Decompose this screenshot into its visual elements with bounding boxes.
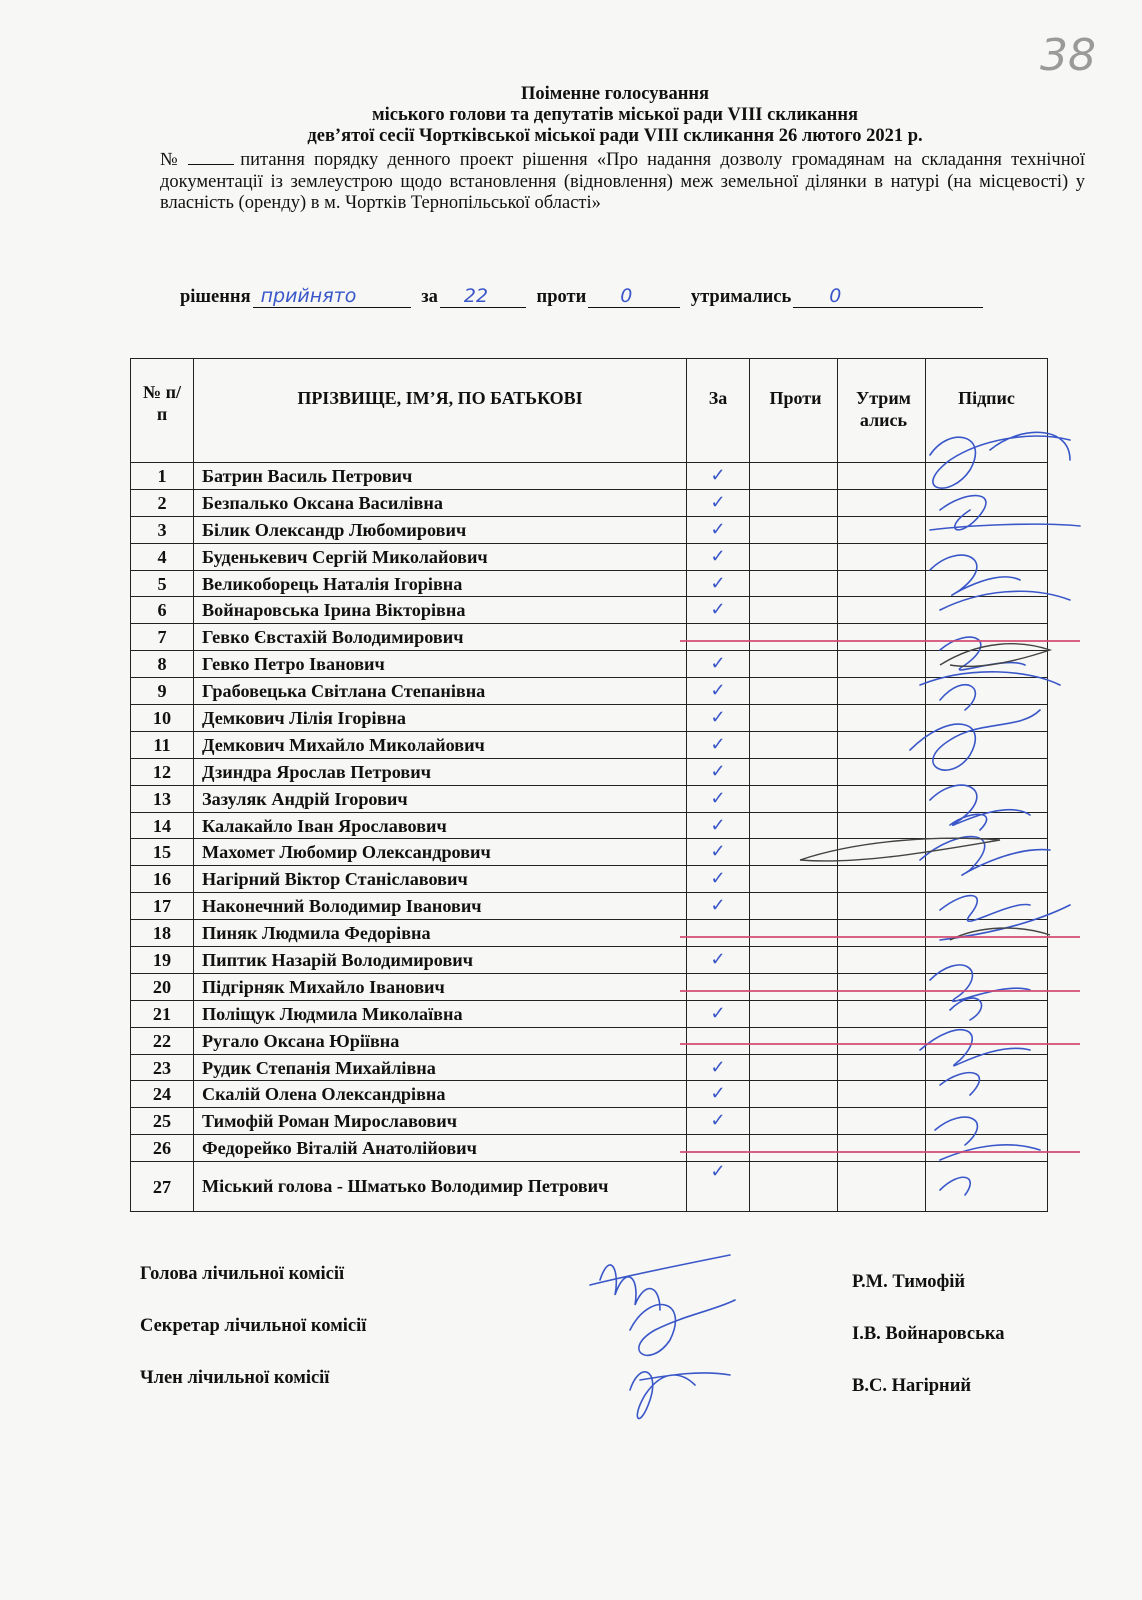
table-row: [131, 624, 1048, 651]
page-number: 38: [1040, 30, 1096, 81]
row-number: 5: [131, 570, 194, 597]
row-number: 22: [131, 1027, 194, 1054]
vote-abstain: [838, 570, 926, 597]
row-number: 21: [131, 1000, 194, 1027]
table-row: [131, 812, 1048, 839]
vote-abstain: [838, 597, 926, 624]
row-number: 4: [131, 543, 194, 570]
vote-abstain: [838, 973, 926, 1000]
signature-cell: [926, 1054, 1048, 1081]
table-row: [131, 973, 1048, 1000]
agenda-number-blank: [188, 150, 234, 165]
vote-against: [750, 866, 838, 893]
signature-mark: [590, 1255, 730, 1310]
against-label: проти: [536, 287, 587, 307]
vote-against: [750, 947, 838, 974]
vote-for: [687, 1027, 750, 1054]
vote-abstain: [838, 1162, 926, 1212]
vote-against: [750, 758, 838, 785]
table-row: [131, 866, 1048, 893]
signature-cell: [926, 489, 1048, 516]
deputy-name: Дзиндра Ярослав Петрович: [194, 758, 687, 785]
deputy-name: Войнаровська Ірина Вікторівна: [194, 597, 687, 624]
signature-cell: [926, 731, 1048, 758]
vote-abstain: [838, 624, 926, 651]
commission-member-name: В.С. Нагірний: [852, 1376, 972, 1396]
signature-cell: [926, 839, 1048, 866]
header-name: ПРІЗВИЩЕ, ІМ’Я, ПО БАТЬКОВІ: [194, 359, 687, 463]
commission-role: Голова лічильної комісії: [140, 1264, 345, 1284]
vote-against: [750, 1081, 838, 1108]
row-number: 18: [131, 920, 194, 947]
vote-against: [750, 920, 838, 947]
signature-mark: [630, 1300, 735, 1355]
vote-against: [750, 1162, 838, 1212]
deputy-name: Поліщук Людмила Миколаївна: [194, 1000, 687, 1027]
for-value: 22: [463, 285, 489, 307]
deputy-name: Гевко Євстахій Володимирович: [194, 624, 687, 651]
table-row: [131, 1027, 1048, 1054]
vote-against: [750, 973, 838, 1000]
vote-against: [750, 1027, 838, 1054]
deputy-name: Великоборець Наталія Ігорівна: [194, 570, 687, 597]
vote-abstain: [838, 839, 926, 866]
header-for: За: [687, 359, 750, 463]
row-number: 1: [131, 463, 194, 490]
signature-cell: [926, 705, 1048, 732]
signature-cell: [926, 1027, 1048, 1054]
row-number: 15: [131, 839, 194, 866]
row-number: 13: [131, 785, 194, 812]
table-row: [131, 489, 1048, 516]
vote-for: ✓: [687, 705, 750, 732]
vote-against: [750, 624, 838, 651]
deputy-name: Грабовецька Світлана Степанівна: [194, 678, 687, 705]
vote-against: [750, 516, 838, 543]
header-subtitle: міського голови та депутатів міської ради VIII скликання: [372, 105, 858, 125]
strike-line: [680, 936, 1080, 938]
row-number: 16: [131, 866, 194, 893]
strike-line: [680, 1043, 1080, 1045]
vote-against: [750, 597, 838, 624]
deputy-name: Батрин Василь Петрович: [194, 463, 687, 490]
vote-for: [687, 973, 750, 1000]
vote-for: ✓: [687, 947, 750, 974]
signature-cell: [926, 463, 1048, 490]
against-value: 0: [620, 285, 633, 307]
table-row: [131, 678, 1048, 705]
vote-abstain: [838, 893, 926, 920]
vote-abstain: [838, 866, 926, 893]
deputy-name: Демкович Лілія Ігорівна: [194, 705, 687, 732]
signature-cell: [926, 785, 1048, 812]
header-signature: Підпис: [926, 359, 1048, 463]
abstain-value: 0: [829, 285, 842, 307]
table-row: [131, 570, 1048, 597]
table-row: [131, 463, 1048, 490]
agenda-number-sign: №: [160, 150, 183, 170]
deputy-name: Наконечний Володимир Іванович: [194, 893, 687, 920]
table-row: [131, 543, 1048, 570]
decision-result-field: [253, 285, 411, 308]
table-row: [131, 731, 1048, 758]
document-header: [150, 84, 1080, 147]
vote-abstain: [838, 543, 926, 570]
row-number: 12: [131, 758, 194, 785]
vote-for: ✓: [687, 893, 750, 920]
deputy-name: Демкович Михайло Миколайович: [194, 731, 687, 758]
table-row: [131, 1054, 1048, 1081]
vote-against: [750, 463, 838, 490]
table-row: [131, 839, 1048, 866]
vote-against: [750, 570, 838, 597]
voting-table: [130, 358, 1048, 1212]
row-number: 24: [131, 1081, 194, 1108]
vote-abstain: [838, 1135, 926, 1162]
vote-abstain: [838, 1081, 926, 1108]
decision-line: [180, 285, 989, 308]
vote-for: ✓: [687, 463, 750, 490]
deputy-name: Білик Олександр Любомирович: [194, 516, 687, 543]
vote-abstain: [838, 489, 926, 516]
row-number: 9: [131, 678, 194, 705]
vote-abstain: [838, 516, 926, 543]
vote-abstain: [838, 920, 926, 947]
table-row: [131, 758, 1048, 785]
header-title: Поіменне голосування: [520, 84, 710, 104]
table-row: [131, 1108, 1048, 1135]
strike-line: [680, 640, 1080, 642]
for-label: за: [421, 287, 438, 307]
vote-abstain: [838, 947, 926, 974]
strike-line: [680, 1151, 1080, 1153]
vote-for: [687, 1135, 750, 1162]
table-row: [131, 1135, 1048, 1162]
deputy-name: Махомет Любомир Олександрович: [194, 839, 687, 866]
vote-abstain: [838, 1054, 926, 1081]
vote-against: [750, 489, 838, 516]
deputy-name: Пиптик Назарій Володимирович: [194, 947, 687, 974]
deputy-name: Гевко Петро Іванович: [194, 651, 687, 678]
vote-for: ✓: [687, 651, 750, 678]
row-number: 2: [131, 489, 194, 516]
vote-abstain: [838, 463, 926, 490]
table-row: [131, 785, 1048, 812]
vote-against: [750, 1054, 838, 1081]
table-row: [131, 893, 1048, 920]
row-number: 6: [131, 597, 194, 624]
row-number: 17: [131, 893, 194, 920]
table-row: [131, 1081, 1048, 1108]
row-number: 10: [131, 705, 194, 732]
signature-cell: [926, 678, 1048, 705]
vote-for: ✓: [687, 543, 750, 570]
deputy-name: Підгірняк Михайло Іванович: [194, 973, 687, 1000]
vote-for: ✓: [687, 1054, 750, 1081]
vote-against: [750, 1108, 838, 1135]
deputy-name: Пиняк Людмила Федорівна: [194, 920, 687, 947]
vote-abstain: [838, 1027, 926, 1054]
vote-for: ✓: [687, 758, 750, 785]
vote-abstain: [838, 651, 926, 678]
deputy-name: Ругало Оксана Юріївна: [194, 1027, 687, 1054]
vote-for: ✓: [687, 597, 750, 624]
signature-cell: [926, 1162, 1048, 1212]
vote-for: ✓: [687, 1162, 750, 1212]
vote-for: ✓: [687, 678, 750, 705]
vote-for: ✓: [687, 1000, 750, 1027]
vote-for: [687, 624, 750, 651]
vote-against: [750, 1000, 838, 1027]
signature-cell: [926, 866, 1048, 893]
header-abstain: Утримались: [838, 359, 926, 463]
vote-against: [750, 1135, 838, 1162]
header-against: Проти: [750, 359, 838, 463]
deputy-name: Міський голова - Шматько Володимир Петрович: [194, 1162, 687, 1212]
deputy-name: Калакайло Іван Ярославович: [194, 812, 687, 839]
header-num: № п/п: [131, 359, 194, 463]
signature-cell: [926, 758, 1048, 785]
vote-abstain: [838, 678, 926, 705]
signature-cell: [926, 1081, 1048, 1108]
abstain-field: [793, 285, 983, 308]
table-row: [131, 597, 1048, 624]
vote-for: ✓: [687, 839, 750, 866]
signature-cell: [926, 516, 1048, 543]
table-row: [131, 1162, 1048, 1212]
strike-line: [680, 990, 1080, 992]
row-number: 20: [131, 973, 194, 1000]
table-row: [131, 651, 1048, 678]
commission-member-name: І.В. Войнаровська: [852, 1324, 1005, 1344]
row-number: 8: [131, 651, 194, 678]
vote-against: [750, 785, 838, 812]
agenda-text: питання порядку денного проект рішення «Про надання дозволу громадянам на складання технічної документації із землеустрою щодо встановлення (відновлення) меж земельної ділянки в натурі (на місцевості) у власність (оренду) в м. Чортків Тернопільської області»: [160, 150, 1085, 213]
row-number: 25: [131, 1108, 194, 1135]
signature-cell: [926, 812, 1048, 839]
commission-signatures: [570, 1230, 770, 1430]
vote-abstain: [838, 1000, 926, 1027]
abstain-label: утримались: [690, 287, 792, 307]
deputy-name: Буденькевич Сергій Миколайович: [194, 543, 687, 570]
table-row: [131, 1000, 1048, 1027]
row-number: 26: [131, 1135, 194, 1162]
deputy-name: Безпалько Оксана Василівна: [194, 489, 687, 516]
signature-cell: [926, 1108, 1048, 1135]
signature-cell: [926, 651, 1048, 678]
signature-cell: [926, 597, 1048, 624]
vote-abstain: [838, 705, 926, 732]
row-number: 7: [131, 624, 194, 651]
vote-against: [750, 731, 838, 758]
against-field: [588, 285, 680, 308]
signature-cell: [926, 947, 1048, 974]
row-number: 14: [131, 812, 194, 839]
vote-against: [750, 651, 838, 678]
signature-cell: [926, 543, 1048, 570]
vote-abstain: [838, 731, 926, 758]
commission-role: Член лічильної комісії: [140, 1368, 330, 1388]
signature-cell: [926, 570, 1048, 597]
vote-against: [750, 543, 838, 570]
vote-abstain: [838, 785, 926, 812]
table-row: [131, 920, 1048, 947]
vote-for: ✓: [687, 812, 750, 839]
row-number: 19: [131, 947, 194, 974]
commission-member-name: Р.М. Тимофій: [852, 1272, 966, 1292]
vote-for: ✓: [687, 570, 750, 597]
row-number: 23: [131, 1054, 194, 1081]
deputy-name: Федорейко Віталій Анатолійович: [194, 1135, 687, 1162]
vote-against: [750, 839, 838, 866]
signature-cell: [926, 1135, 1048, 1162]
vote-against: [750, 678, 838, 705]
row-number: 3: [131, 516, 194, 543]
deputy-name: Рудик Степанія Михайлівна: [194, 1054, 687, 1081]
header-session: дев’ятої сесії Чортківської міської ради VIII скликання 26 лютого 2021 р.: [307, 126, 923, 146]
signature-cell: [926, 893, 1048, 920]
table-row: [131, 705, 1048, 732]
signature-cell: [926, 920, 1048, 947]
vote-abstain: [838, 812, 926, 839]
agenda-item: [160, 150, 1085, 215]
row-number: 27: [131, 1162, 194, 1212]
vote-for: ✓: [687, 785, 750, 812]
table-row: [131, 516, 1048, 543]
vote-abstain: [838, 758, 926, 785]
deputy-name: Скалій Олена Олександрівна: [194, 1081, 687, 1108]
signature-cell: [926, 624, 1048, 651]
for-field: [440, 285, 526, 308]
vote-against: [750, 705, 838, 732]
vote-against: [750, 812, 838, 839]
commission-role: Секретар лічильної комісії: [140, 1316, 367, 1336]
vote-against: [750, 893, 838, 920]
decision-result: прийнято: [260, 285, 357, 307]
decision-label: рішення: [180, 287, 251, 307]
vote-for: ✓: [687, 866, 750, 893]
table-row: [131, 947, 1048, 974]
deputy-name: Нагірний Віктор Станіславович: [194, 866, 687, 893]
vote-for: ✓: [687, 1108, 750, 1135]
vote-for: ✓: [687, 516, 750, 543]
vote-for: [687, 920, 750, 947]
vote-for: ✓: [687, 489, 750, 516]
row-number: 11: [131, 731, 194, 758]
signature-cell: [926, 1000, 1048, 1027]
signature-mark: [630, 1372, 730, 1419]
vote-abstain: [838, 1108, 926, 1135]
deputy-name: Тимофій Роман Мирославович: [194, 1108, 687, 1135]
vote-for: ✓: [687, 1081, 750, 1108]
deputy-name: Зазуляк Андрій Ігорович: [194, 785, 687, 812]
signature-cell: [926, 973, 1048, 1000]
vote-for: ✓: [687, 731, 750, 758]
